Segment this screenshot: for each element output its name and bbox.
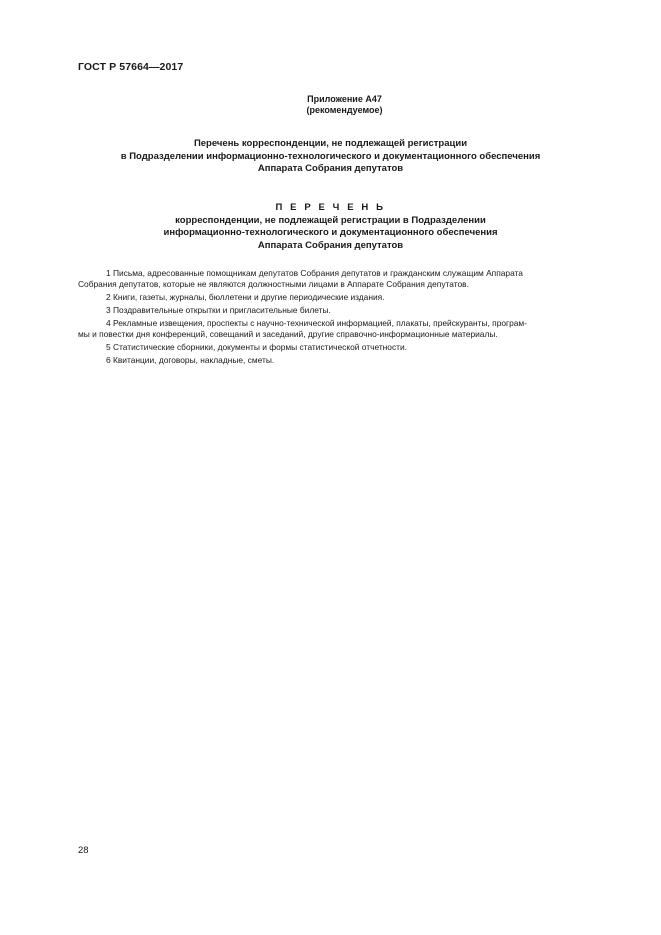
list-item-6-line-1: 6 Квитанции, договоры, накладные, сметы. (106, 355, 275, 366)
list-heading-line-4: Аппарата Собрания депутатов (257, 239, 404, 251)
list-item-3 (78, 305, 616, 316)
list-item-4-line-1: 4 Рекламные извещения, проспекты с научно-технической информацией, плакаты, прейскуранты, програм- (106, 318, 527, 329)
item-list (78, 268, 616, 368)
list-item-1-line-1: 1 Письма, адресованные помощникам депутатов Собрания депутатов и гражданским служащим Аппарата (106, 268, 523, 278)
list-item-2 (78, 292, 616, 303)
appendix-heading-line-1: Перечень корреспонденции, не подлежащей регистрации (193, 138, 468, 149)
list-item-2-line-1: 2 Книги, газеты, журналы, бюллетени и другие периодические издания. (106, 292, 385, 303)
list-item-3-line-1: 3 Поздравительные открытки и пригласительные билеты. (106, 305, 331, 316)
appendix-status: (рекомендуемое) (306, 105, 383, 115)
list-item-6 (78, 355, 616, 366)
list-item-4-line-2: мы и повестки дня конференций, совещаний и заседаний, другие справочно-информационные материалы. (78, 329, 498, 340)
list-item-5-line-1: 5 Статистические сборники, документы и формы статистической отчетности. (106, 342, 407, 353)
list-item-5 (78, 342, 616, 353)
list-item-4 (78, 318, 616, 340)
list-heading-line-3: информационно-технологического и документационного обеспечения (163, 227, 498, 238)
appendix-heading-line-3: Аппарата Собрания депутатов (257, 163, 404, 174)
list-heading-title: П Е Р Е Ч Е Н Ь (275, 202, 386, 213)
appendix-heading-line-2: в Подразделении информационно-технологического и документационного обеспечения (120, 150, 541, 162)
page-number: 28 (78, 845, 89, 856)
appendix-label (0, 94, 661, 116)
list-item-1-line-2: Собрания депутатов, которые не являются должностными лицами в Аппарате Собрания депутатов. (78, 279, 469, 290)
appendix-heading (0, 138, 661, 176)
list-item-1 (78, 268, 616, 290)
list-heading (0, 202, 661, 252)
appendix-title: Приложение А47 (307, 94, 382, 104)
document-code: ГОСТ Р 57664—2017 (78, 61, 184, 73)
list-heading-line-2: корреспонденции, не подлежащей регистрации в Подразделении (175, 214, 486, 226)
